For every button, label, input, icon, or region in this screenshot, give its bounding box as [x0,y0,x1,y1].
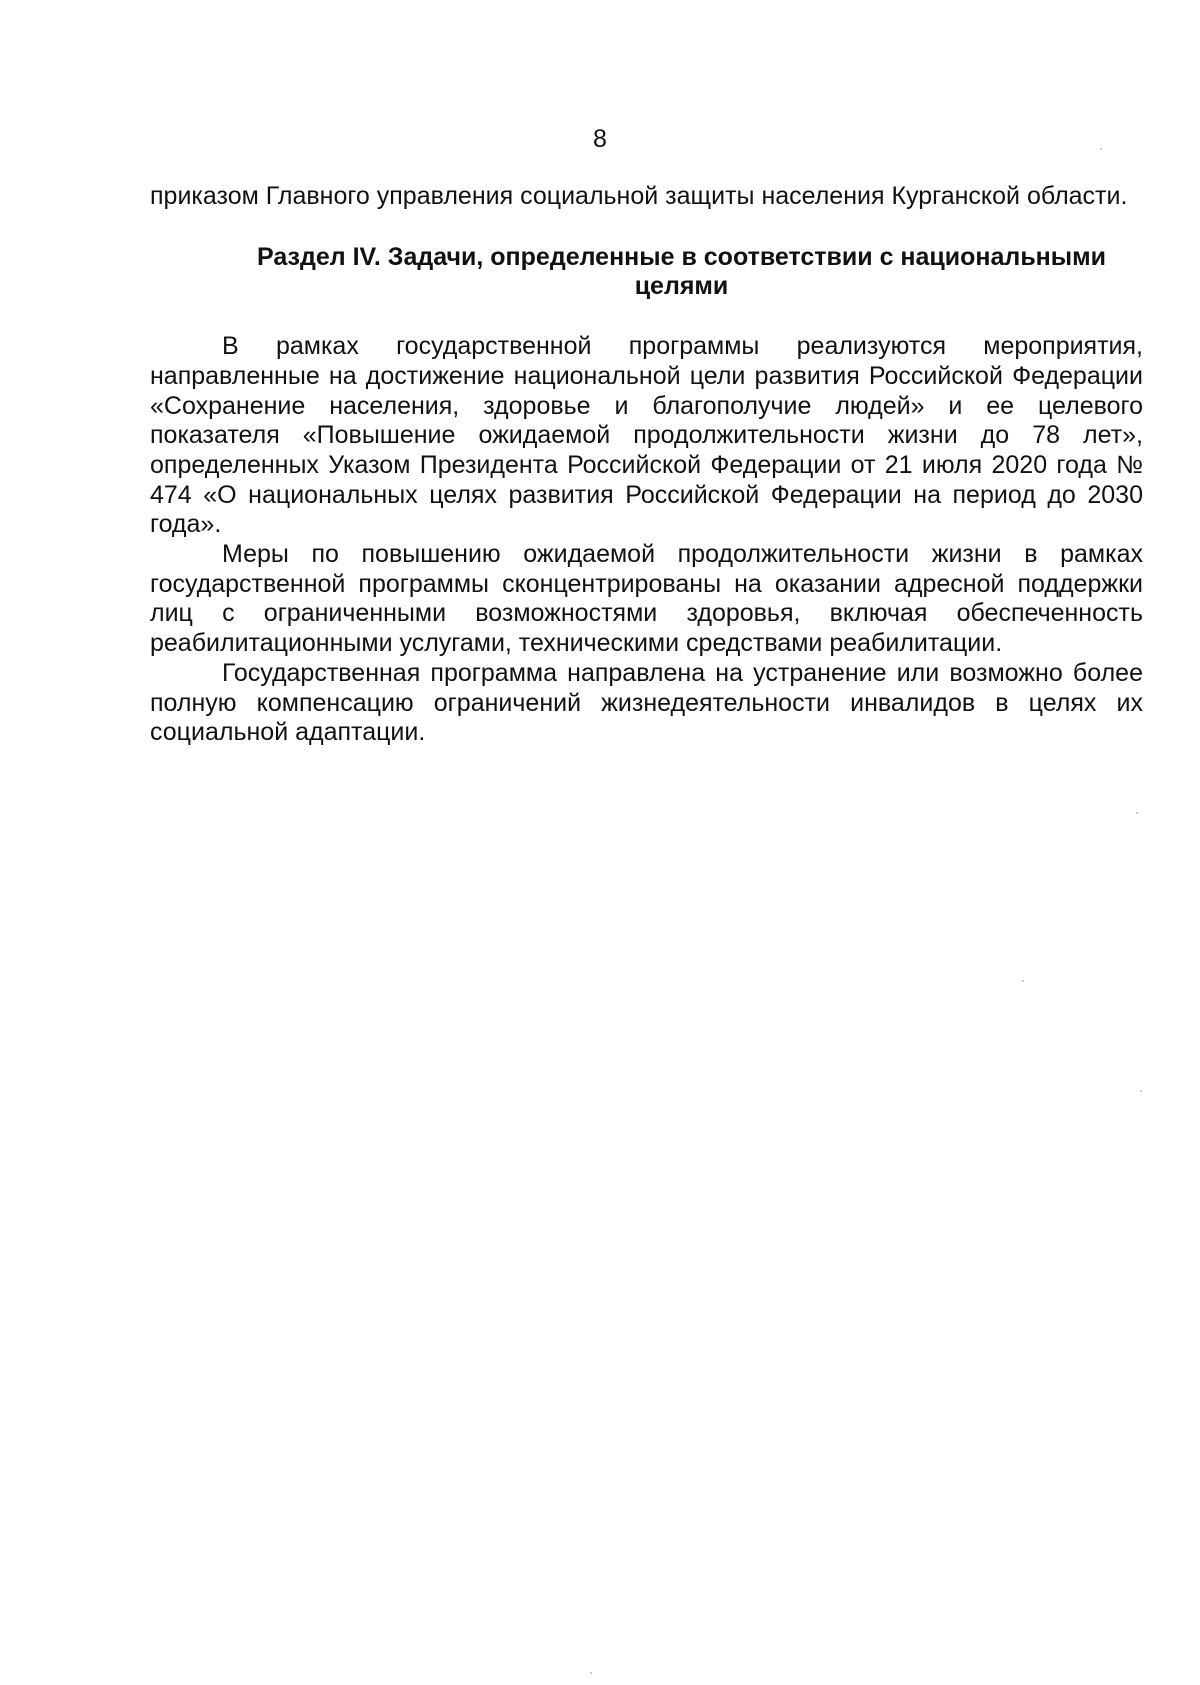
scan-speck [1140,1090,1142,1092]
section-heading-line-1: Раздел IV. Задачи, определенные в соответствии с национальными [257,242,1106,271]
body-paragraph-2: Меры по повышению ожидаемой продолжительности жизни в рамках государственной программы сконцентрированы на оказании адресной поддержки лиц с ограниченными возможностями здоровья, включая обеспеченность реабилитационными услугами, техническими средствами реабилитации. [150,540,1143,658]
scan-speck [1100,148,1102,150]
scan-speck [1022,980,1024,982]
scan-speck [590,1672,592,1674]
section-heading [150,243,1143,302]
scan-speck [1136,812,1138,814]
section-heading-line-2: целями [634,272,729,301]
page-number: 8 [593,125,607,153]
intro-paragraph: приказом Главного управления социальной защиты населения Курганской области. [150,182,1128,210]
body-paragraph-3: Государственная программа направлена на устранение или возможно более полную компенсацию ограничений жизнедеятельности инвалидов в целях их социальной адаптации. [150,658,1143,747]
document-body [150,182,1143,748]
body-paragraph-1: В рамках государственной программы реализуются мероприятия, направленные на достижение национальной цели развития Российской Федерации «Сохранение населения, здоровье и благополучие людей» и ее целевого показателя «Повышение ожидаемой продолжительности жизни до 78 лет», определенных Указом Президента Российской Федерации от 21 июля 2020 года № 474 «О национальных целях развития Российской Федерации на период до 2030 года». [150,332,1143,539]
